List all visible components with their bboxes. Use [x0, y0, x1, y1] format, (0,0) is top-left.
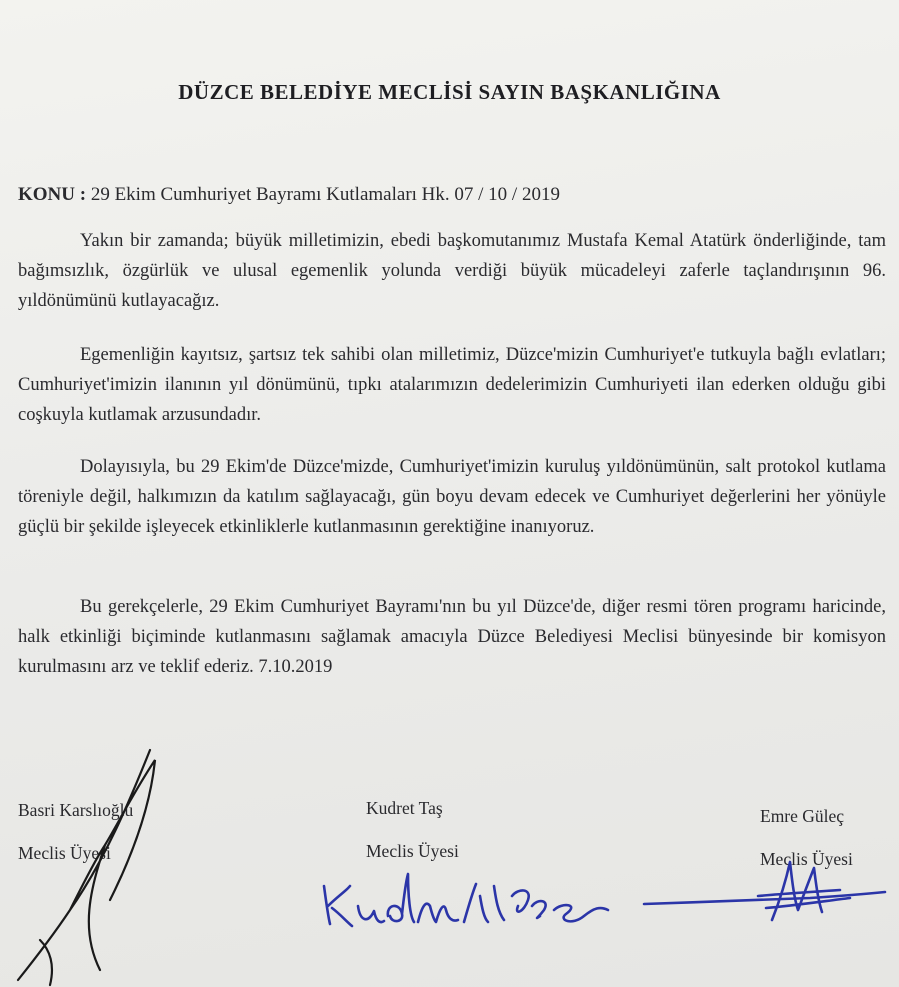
signatory-role: Meclis Üyesi	[18, 843, 111, 863]
handwritten-signature-2	[318, 866, 618, 936]
subject-line	[18, 184, 560, 206]
signatory-name: Emre Güleç	[760, 806, 845, 826]
signatory-role: Meclis Üyesi	[760, 849, 853, 869]
handwritten-signature-1	[10, 740, 170, 987]
paragraph-4: Bu gerekçelerle, 29 Ekim Cumhuriyet Bayramı'nın bu yıl Düzce'de, diğer resmi tören programı haricinde, halk etkinliği biçiminde kutlanmasını sağlamak amacıyla Düzce Belediyesi Meclisi bünyesinde bir komisyon kurulmasını arz ve teklif ederiz. 7.10.2019	[18, 597, 886, 677]
paragraph-2: Egemenliğin kayıtsız, şartsız tek sahibi olan milletimiz, Düzce'mizin Cumhuriyet'e tutkuyla bağlı evlatları; Cumhuriyet'imizin ilanının yıl dönümünü, tıpkı atalarımızın dedelerimizin Cumhuriyeti ilan ederken olduğu gibi coşkuyla kutlamak arzusundadır.	[18, 345, 886, 425]
signatory-role: Meclis Üyesi	[366, 841, 459, 861]
subject-label: KONU :	[18, 184, 87, 205]
paragraph-3: Dolayısıyla, bu 29 Ekim'de Düzce'mizde, Cumhuriyet'imizin kuruluş yıldönümünün, salt protokol kutlama töreniyle değil, halkımızın da katılım sağlayacağı, gün boyu devam edecek ve Cumhuriyet değerlerini her yönüyle güçlü bir şekilde işleyecek etkinliklerle kutlanmasının gerektiğine inanıyoruz.	[18, 457, 886, 537]
signatory-block-2	[366, 798, 459, 862]
document-title: DÜZCE BELEDİYE MECLİSİ SAYIN BAŞKANLIĞINA	[178, 80, 721, 104]
handwritten-signature-3	[640, 850, 890, 940]
signatory-name: Basri Karslıoğlu	[18, 800, 134, 820]
signatory-name: Kudret Taş	[366, 798, 443, 818]
paragraph-1: Yakın bir zamanda; büyük milletimizin, ebedi başkomutanımız Mustafa Kemal Atatürk önderliğinde, tam bağımsızlık, özgürlük ve ulusal egemenlik yolunda verdiği büyük mücadeleyi zaferle taçlandırışının 96. yıldönümünü kutlayacağız.	[18, 231, 886, 311]
subject-text: 29 Ekim Cumhuriyet Bayramı Kutlamaları Hk. 07 / 10 / 2019	[90, 184, 560, 205]
